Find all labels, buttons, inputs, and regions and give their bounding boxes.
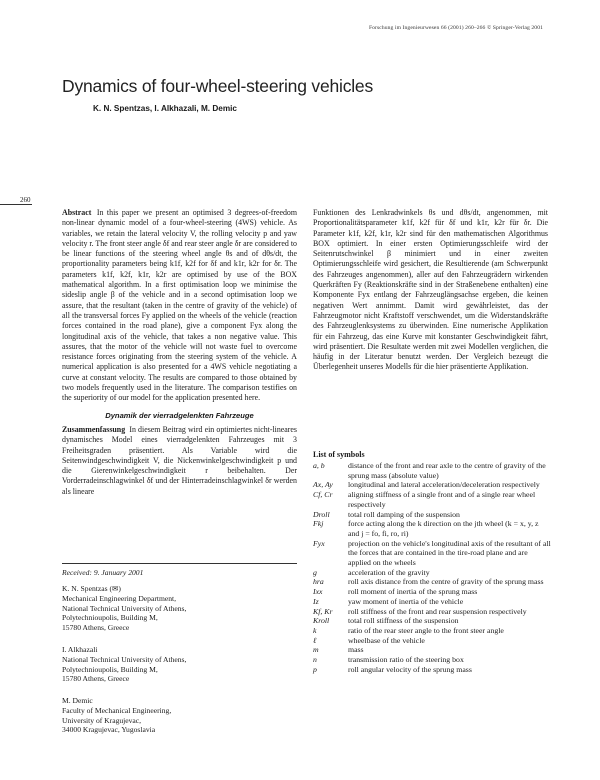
symbol-term: a, b [313, 461, 325, 470]
zusammenfassung-text-1: In diesem Beitrag wird ein optimiertes nicht-lineares dynamisches Model eines vierradgelenkten Fahrzeuges mit 3 Freiheitsgraden präsentiert. Als Variable wird die Seitenwindgeschwindigkeit V, die Nickenwinkelgeschwindigkeit p und die Gierenwinkelgeschwindigkeit r beibehalten. Der Vorderradeinschlagwinkel δf und der Hinterradeinschlagwinkel δr werden als lineare [62, 424, 297, 496]
symbol-definition: roll angular velocity of the sprung mass [348, 664, 472, 674]
symbol-definition: ratio of the rear steer angle to the front steer angle [348, 625, 504, 635]
symbol-term: m [313, 645, 319, 655]
page-number: 260 [20, 196, 31, 204]
affiliation-spentzas [62, 584, 297, 633]
affiliation-line: Mechanical Engineering Department, [62, 593, 177, 603]
affiliation-line: 15780 Athens, Greece [62, 674, 130, 684]
symbol-row [313, 490, 551, 509]
affiliation-line: 34000 Kragujevac, Yugoslavia [62, 725, 156, 735]
symbol-row [313, 665, 551, 675]
symbol-row [313, 655, 551, 665]
author-list: K. N. Spentzas, I. Alkhazali, M. Demic [93, 104, 237, 113]
symbol-definition: total roll damping of the suspension [348, 509, 460, 519]
symbol-term: Kroll [313, 616, 330, 626]
symbol-row [313, 636, 551, 646]
affiliation-line: M. Demic [62, 696, 93, 705]
affiliation-alkhazali [62, 645, 297, 684]
symbol-definition: longitudinal and lateral acceleration/deceleration respectively [348, 480, 540, 490]
symbol-row [313, 616, 551, 626]
symbol-row [313, 626, 551, 636]
symbol-definition: yaw moment of inertia of the vehicle [348, 596, 464, 606]
abstract-text: In this paper we present an optimised 3 degrees-of-freedom non-linear dynamic model of a four-wheel-steering (4WS) vehicle. As variables, we retain the lateral velocity V, the rolling velocity p and yaw velocity r. The front steer angle δf and rear steer angle δr are considered to be linear functions of the steering wheel angle θs and of dθs/dt, the proportionality parameters being k1f, k2f for δf and k1r, k2r for δr. The parameters k1f, k2f, k1r, k2r are optimised by use of the BOX mathematical algorithm. In a first optimisation loop we minimise the sideslip angle β of the vehicle and in a second optimisation loop we assure, that the resultant (taken in the centre of gravity of the vehicle) of all the transversal forces Fy applied on the wheels of the vehicle (reaction forces contained in the road plane), give a component Fyx along the longitudinal axis of the vehicle, that takes a non negative value. This assures, that the motor of the vehicle will not waste fuel to overcome resistance forces originating from the steering system of the vehicle. A numerical application is also presented for a 4WS vehicle negotiating a curve at constant velocity. The results are compared to those obtained by two models frequently used in the literature. The comparison testifies on the superiority of our model for the application presented here. [62, 208, 297, 403]
symbol-term: Kf, Kr [313, 606, 333, 616]
symbol-definition: force acting along the k direction on the jth wheel (k = x, y, z and j = fo, fi, ro, ri) [348, 519, 539, 538]
symbol-definition: roll stiffness of the front and rear suspension respectively [348, 606, 527, 616]
affiliation-line: K. N. Spentzas (✉) [62, 584, 121, 593]
symbol-term: Fkj [313, 519, 324, 529]
zusammenfassung-label: Zusammenfassung [62, 424, 126, 434]
abstract-paragraph [62, 208, 297, 404]
zusammenfassung-text-2: Funktionen des Lenkradwinkels θs und dθs/dt, angenommen, mit Proportionalitätsparameter k1f, k2f für δf und k1r, k2r für δr. Die Parameter k1f, k2f, k1r, k2r sind für den mathematischen Algorithmus BOX optimiert. In einer ersten Optimierungsschleife wird der Seitenrutschwinkel β minimiert und in einer zweiten Optimierungsschleife wird gesichert, die Resultierende (am Schwerpunkt des Fahrzeuges angenommen), aller auf den Fahrzeugrädern wirkenden Querkräften Fy (Reaktionskräfte sind in der Straßenebene enthalten) eine Komponente Fyx entlang der Fahrzeuglängsachse ergeben, die keinen negativen Wert annimmt. Damit wird gewährleistet, das der Fahrzeugmotor nicht Kraftstoff verschwendet, um die Widerstandskräfte des Fahrzeuglenksystems zu überwinden. Eine numerische Applikation für ein Fahrzeug, das eine Kurve mit konstanter Geschwindigkeit fährt, wird präsentiert. Die Resultate werden mit zwei Modellen verglichen, die häufig in der Literatur benutzt werden. Der Vergleich bezeugt die Überlegenheit unseres Modells für die hier präsentierte Applikation. [313, 208, 548, 372]
symbol-term: Ixx [313, 587, 323, 597]
symbol-definition: transmission ratio of the steering box [348, 655, 464, 665]
affiliation-line: Polytechnioupolis, Building M, [62, 664, 158, 674]
affiliation-line: National Technical University of Athens, [62, 603, 187, 613]
symbol-term: Fyx [313, 538, 325, 548]
german-title: Dynamik der vierradgelenkten Fahrzeuge [105, 410, 254, 420]
affiliation-line: Polytechnioupolis, Building M, [62, 613, 158, 623]
symbol-row [313, 568, 551, 578]
symbol-term: Droll [313, 509, 330, 519]
symbol-term: g [313, 567, 317, 577]
left-column [62, 208, 297, 497]
symbols-heading: List of symbols [313, 450, 365, 459]
article-title: Dynamics of four-wheel-steering vehicles [62, 76, 374, 96]
symbol-row [313, 597, 551, 607]
affiliation-line: Faculty of Mechanical Engineering, [62, 705, 172, 715]
symbol-term: n [313, 655, 317, 665]
symbol-row [313, 539, 551, 568]
symbol-term: ℓ [313, 635, 317, 645]
symbol-definition: roll axis distance from the centre of gravity of the sprung mass [348, 577, 544, 587]
symbol-term: k [313, 625, 317, 635]
symbol-definition: aligning stiffness of a single front and of a single rear wheel respectively [348, 490, 536, 509]
journal-header: Forschung im Ingenieurwesen 66 (2001) 260–266 © Springer-Verlag 2001 [368, 25, 543, 31]
symbol-row [313, 587, 551, 597]
symbol-definition: wheelbase of the vehicle [348, 635, 425, 645]
symbol-definition: projection on the vehicle's longitudinal axis of the resultant of all the forces that are contained in the tire-road plane and are applied on the wheels [348, 538, 551, 568]
affiliation-line: 15780 Athens, Greece [62, 623, 130, 633]
received-date: Received: 9. January 2001 [62, 563, 297, 577]
affiliation-line: I. Alkhazali [62, 645, 98, 654]
symbol-definition: roll moment of inertia of the sprung mass [348, 587, 478, 597]
symbol-definition: total roll stiffness of the suspension [348, 616, 459, 626]
symbol-row [313, 607, 551, 617]
symbol-row [313, 519, 551, 538]
symbol-row [313, 645, 551, 655]
symbol-term: Ax, Ay [313, 480, 333, 490]
symbol-definition: acceleration of the gravity [348, 567, 430, 577]
symbol-definition: distance of the front and rear axle to the centre of gravity of the sprung mass (absolute value) [348, 461, 546, 480]
symbol-row [313, 510, 551, 520]
symbol-row [313, 461, 551, 480]
affiliation-line: University of Kragujevac, [62, 715, 142, 725]
symbol-definition: mass [348, 645, 364, 655]
affiliation-line: National Technical University of Athens, [62, 654, 187, 664]
abstract-label: Abstract [62, 208, 92, 217]
symbol-row [313, 480, 551, 490]
page-number-rule [0, 204, 32, 205]
symbol-term: hra [313, 577, 324, 587]
symbol-list [313, 461, 551, 674]
symbol-term: Iz [313, 596, 319, 606]
symbol-row [313, 577, 551, 587]
right-column [313, 208, 548, 373]
affiliation-demic [62, 696, 297, 735]
zusammenfassung-paragraph [62, 425, 297, 497]
symbol-term: Cf, Cr [313, 490, 333, 500]
symbol-term: p [313, 664, 317, 674]
